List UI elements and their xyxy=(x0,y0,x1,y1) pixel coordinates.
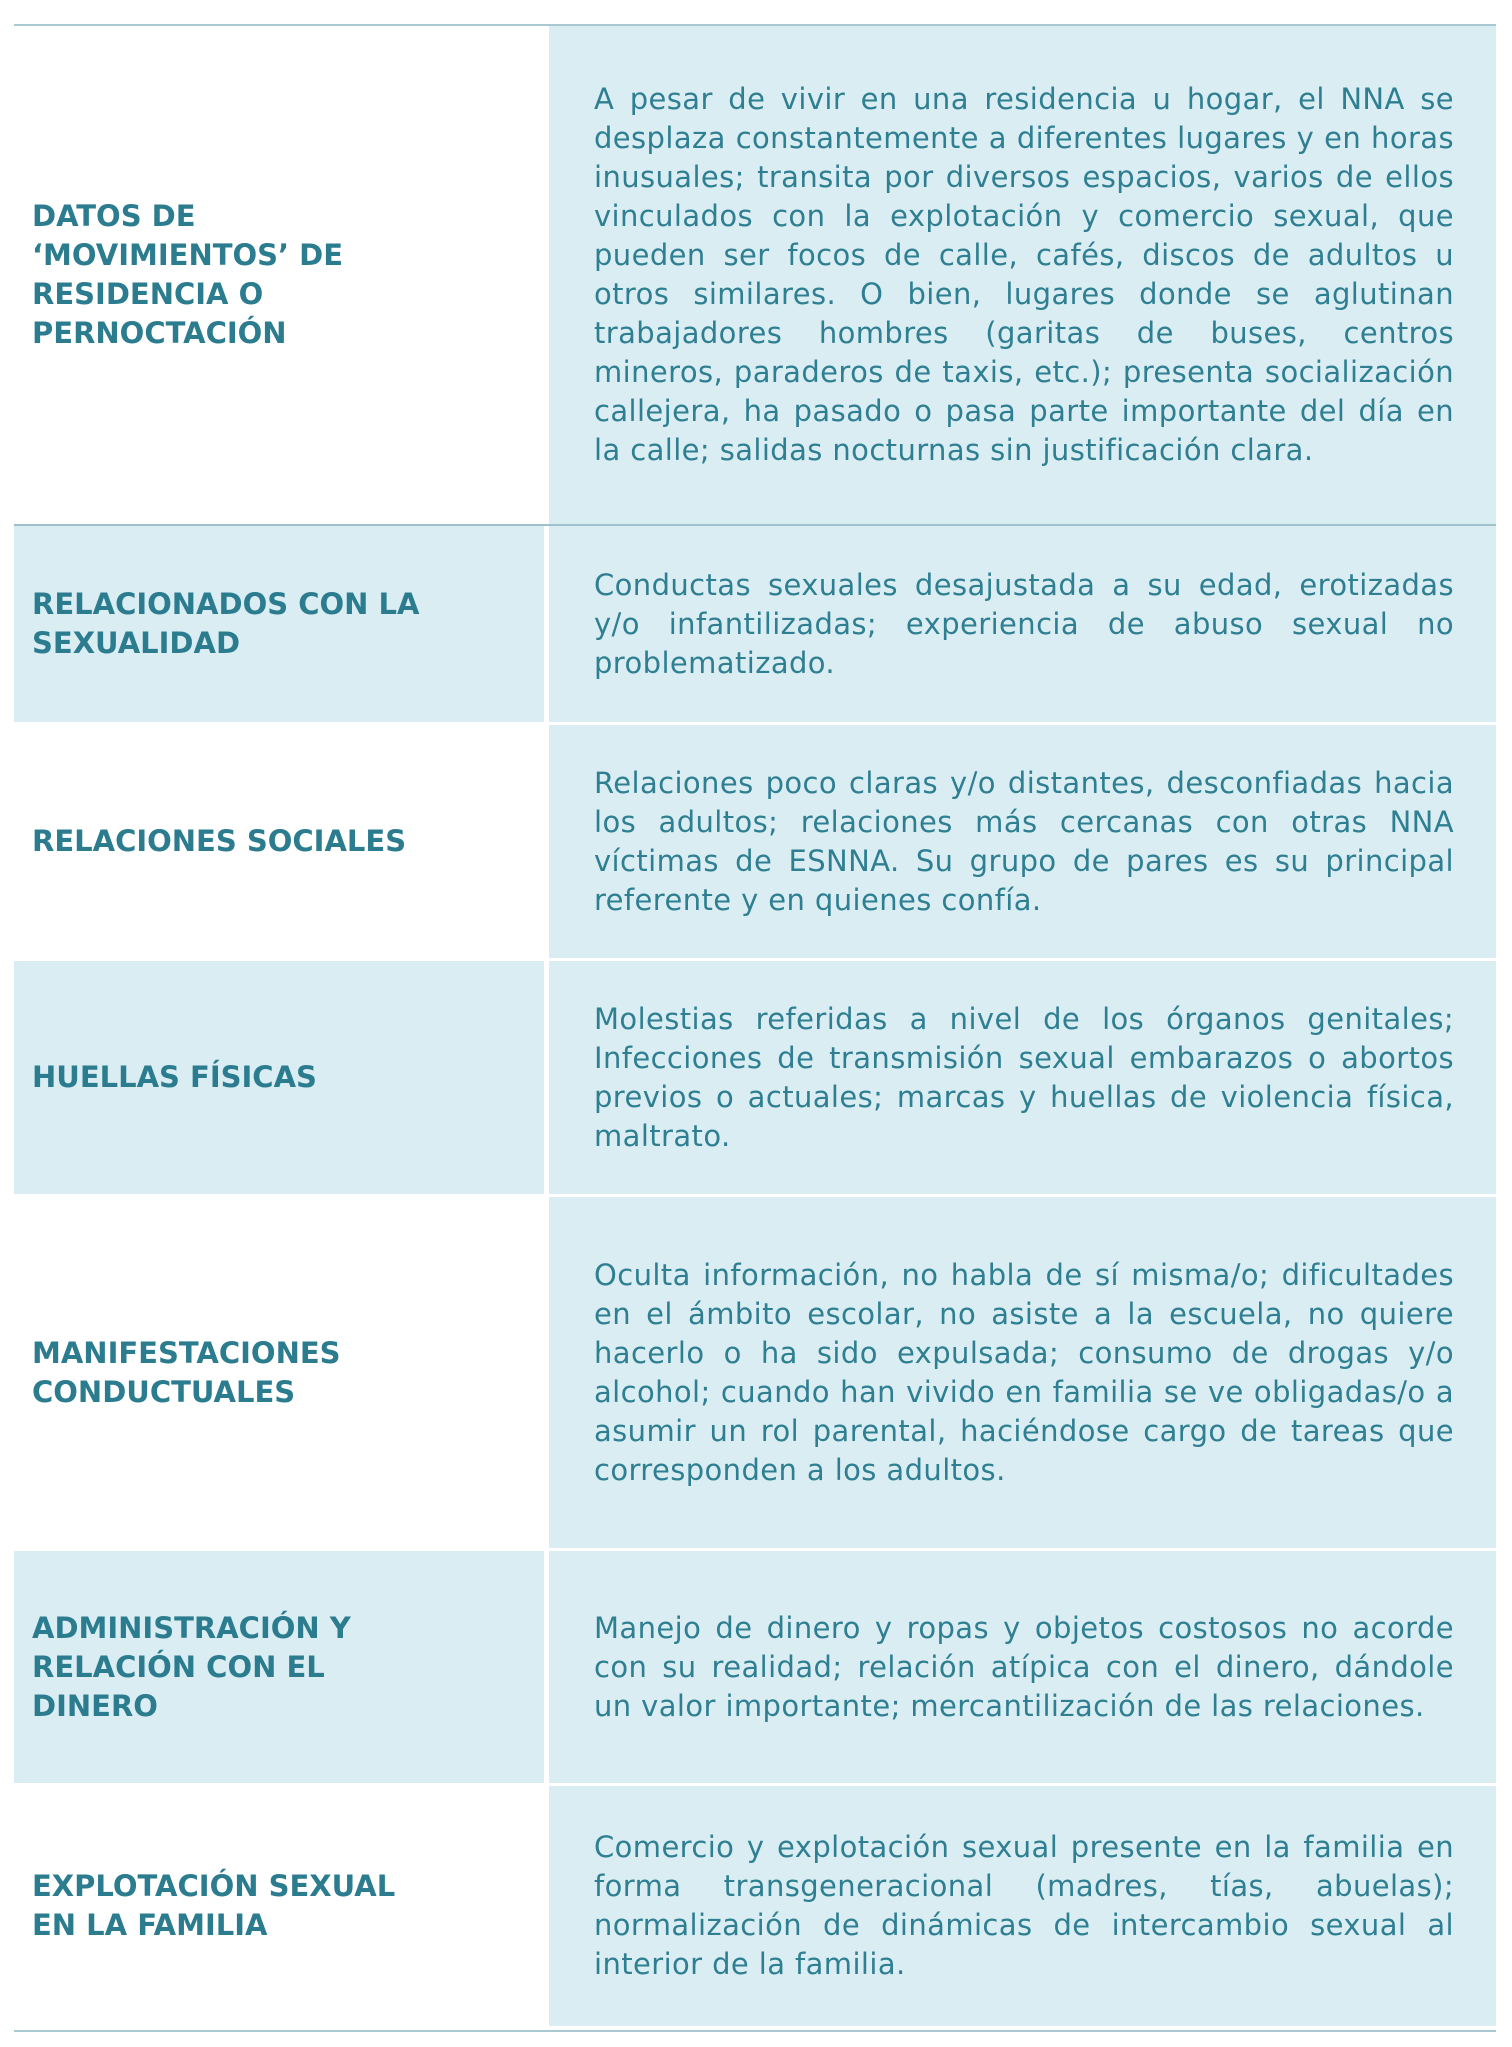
row-label: MANIFESTACIONES CONDUCTUALES xyxy=(14,1197,544,1548)
table-row xyxy=(14,1786,1496,2026)
row-label: EXPLOTACIÓN SEXUAL EN LA FAMILIA xyxy=(14,1786,544,2026)
row-label: RELACIONADOS CON LA SEXUALIDAD xyxy=(14,526,544,722)
table-row xyxy=(14,1551,1496,1786)
table-row xyxy=(14,26,1496,526)
table-row xyxy=(14,526,1496,725)
row-label: HUELLAS FÍSICAS xyxy=(14,961,544,1194)
table-row xyxy=(14,1197,1496,1551)
table-row xyxy=(14,961,1496,1197)
row-description: Molestias referidas a nivel de los órganos genitales; Infecciones de transmisión sexual embarazos o abortos previos o actuales; marcas y huellas de violencia física, maltrato. xyxy=(549,961,1496,1194)
table-row xyxy=(14,725,1496,961)
row-description: A pesar de vivir en una residencia u hogar, el NNA se desplaza constantemente a diferentes lugares y en horas inusuales; transita por diversos espacios, varios de ellos vinculados con la explotación y comercio sexual, que pueden ser focos de calle, cafés, discos de adultos u otros similares. O bien, lugares donde se aglutinan trabajadores hombres (garitas de buses, centros mineros, paraderos de taxis, etc.); presenta socialización callejera, ha pasado o pasa parte importante del día en la calle; salidas nocturnas sin justificación clara. xyxy=(549,26,1496,524)
indicators-table xyxy=(14,26,1496,2026)
row-label: ADMINISTRACIÓN Y RELACIÓN CON EL DINERO xyxy=(14,1551,544,1783)
row-label: DATOS DE ‘MOVIMIENTOS’ DE RESIDENCIA O PERNOCTACIÓN xyxy=(14,26,544,524)
row-description: Comercio y explotación sexual presente en la familia en forma transgeneracional (madres, tías, abuelas); normalización de dinámicas de intercambio sexual al interior de la familia. xyxy=(549,1786,1496,2026)
row-description: Conductas sexuales desajustada a su edad, erotizadas y/o infantilizadas; experiencia de abuso sexual no problematizado. xyxy=(549,526,1496,722)
table-bottom-rule xyxy=(14,2030,1496,2032)
row-description: Manejo de dinero y ropas y objetos costosos no acorde con su realidad; relación atípica con el dinero, dándole un valor importante; mercantilización de las relaciones. xyxy=(549,1551,1496,1783)
row-label: RELACIONES SOCIALES xyxy=(14,725,544,958)
row-description: Relaciones poco claras y/o distantes, desconfiadas hacia los adultos; relaciones más cercanas con otras NNA víctimas de ESNNA. Su grupo de pares es su principal referente y en quienes confía. xyxy=(549,725,1496,958)
row-description: Oculta información, no habla de sí misma/o; dificultades en el ámbito escolar, no asiste a la escuela, no quiere hacerlo o ha sido expulsada; consumo de drogas y/o alcohol; cuando han vivido en familia se ve obligadas/o a asumir un rol parental, haciéndose cargo de tareas que corresponden a los adultos. xyxy=(549,1197,1496,1548)
